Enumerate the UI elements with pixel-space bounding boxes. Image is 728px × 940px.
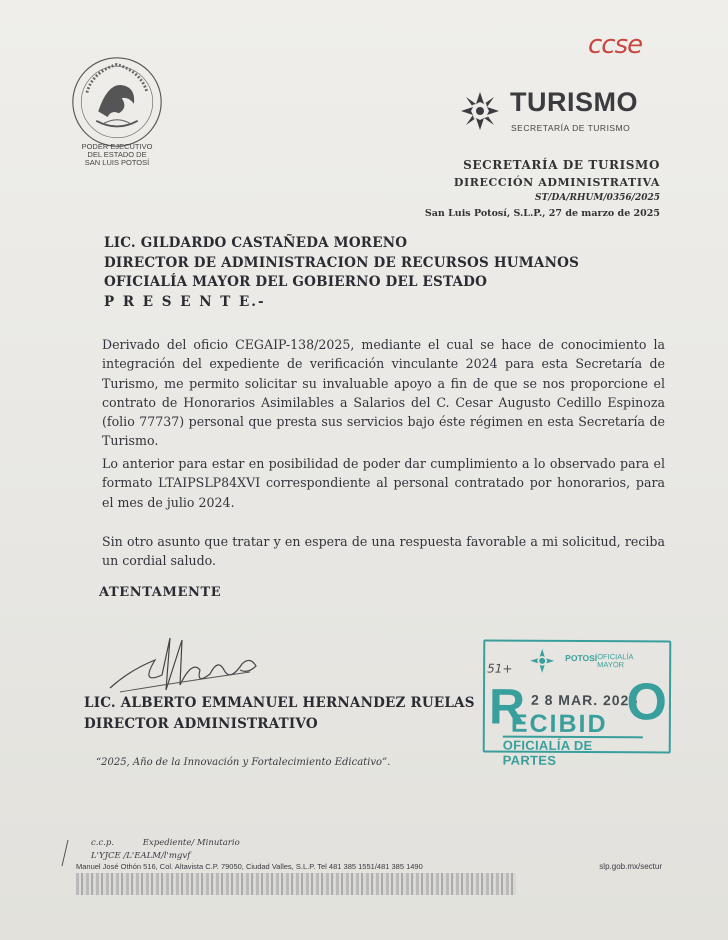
place-date: San Luis Potosí, S.L.P., 27 de marzo de 2025	[424, 208, 660, 219]
stamp-logo-icon	[529, 648, 555, 674]
body-paragraph-3: Sin otro asunto que tratar y en espera de una respuesta favorable a mi solicitud, reciba un cordial saludo.	[102, 534, 665, 569]
received-stamp	[483, 640, 672, 768]
stamp-footer: OFICIALÍA DE PARTES	[503, 736, 643, 769]
body-paragraph-2: Lo anterior para estar en posibilidad de poder dar cumplimiento a lo observado para el formato LTAIPSLP84XVI correspondiente al personal contratado por honorarios, para el mes de julio 2024.	[102, 456, 665, 510]
logo-title: TURISMO	[510, 87, 638, 117]
signer-title: DIRECTOR ADMINISTRATIVO	[84, 716, 318, 732]
stamp-dept-1: POTOSÍ	[565, 652, 598, 664]
handwritten-signature	[100, 630, 270, 700]
department-heading: SECRETARÍA DE TURISMO	[463, 158, 660, 172]
ccp-label: c.c.p.	[91, 838, 115, 848]
footer-address: Manuel José Othón 516, Col. Altavista C.P. 79050, Ciudad Valles, S.L.P. Tel 481 385 1551/481 385 1490	[76, 862, 423, 871]
state-seal-icon	[70, 55, 164, 149]
footer-website: slp.gob.mx/sectur	[599, 862, 662, 871]
seal-caption: PODER EJECUTIVO DEL ESTADO DE SAN LUIS POTOSÍ	[81, 142, 153, 167]
ccp-line	[91, 838, 266, 848]
stamp-dept-2: OFICIALÍA MAYOR	[597, 652, 634, 670]
signer-block	[84, 693, 475, 735]
body-paragraph-1: Derivado del oficio CEGAIP-138/2025, mediante el cual se hace de conocimiento la integración del expediente de verificación vinculante 2024 para esta Secretaría de Turismo, me permito solicitar su invaluable apoyo a fin de que se nos proporcione el contrato de Honorarios Asimilables a Salarios del C. Cesar Augusto Cedillo Espinoza (folio 77737) personal que presta sus servicios bajo éste régimen en esta Secretaría de Turismo.	[102, 337, 665, 449]
salutation: P R E S E N T E.-	[104, 293, 266, 310]
institutional-motto: “2025, Año de la Innovación y Fortalecimiento Edicativo”.	[96, 757, 391, 768]
margin-mark	[58, 838, 70, 868]
reference-number: ST/DA/RHUM/0356/2025	[534, 193, 660, 203]
stamp-word: ECIBID	[510, 709, 608, 739]
initials-line: L'YJCE /L'EALM/l'mgvf	[91, 851, 191, 861]
addressee-office: OFICIALÍA MAYOR DEL GOBIERNO DEL ESTADO	[104, 274, 488, 290]
stamp-number: 51+	[487, 661, 513, 676]
addressee-name: LIC. GILDARDO CASTAÑEDA MORENO	[104, 235, 408, 251]
handwritten-annotation: ccse	[588, 30, 643, 60]
turismo-logo-icon	[459, 90, 501, 132]
ccp-value: Expediente/ Minutario	[142, 838, 240, 848]
addressee-title: DIRECTOR DE ADMINISTRACION DE RECURSOS HUMANOS	[104, 254, 580, 271]
logo-subtitle: SECRETARÍA DE TURISMO	[511, 123, 631, 133]
stamp-big-end: O	[626, 673, 668, 732]
addressee-block	[104, 234, 579, 312]
closing: ATENTAMENTE	[99, 585, 222, 600]
footer-pattern-band	[76, 873, 516, 895]
stamp-date: 2 8 MAR. 2025	[530, 691, 639, 709]
signer-name: LIC. ALBERTO EMMANUEL HERNANDEZ RUELAS	[84, 695, 475, 711]
direction-heading: DIRECCIÓN ADMINISTRATIVA	[453, 176, 660, 189]
stamp-big-letter: R	[488, 678, 526, 735]
